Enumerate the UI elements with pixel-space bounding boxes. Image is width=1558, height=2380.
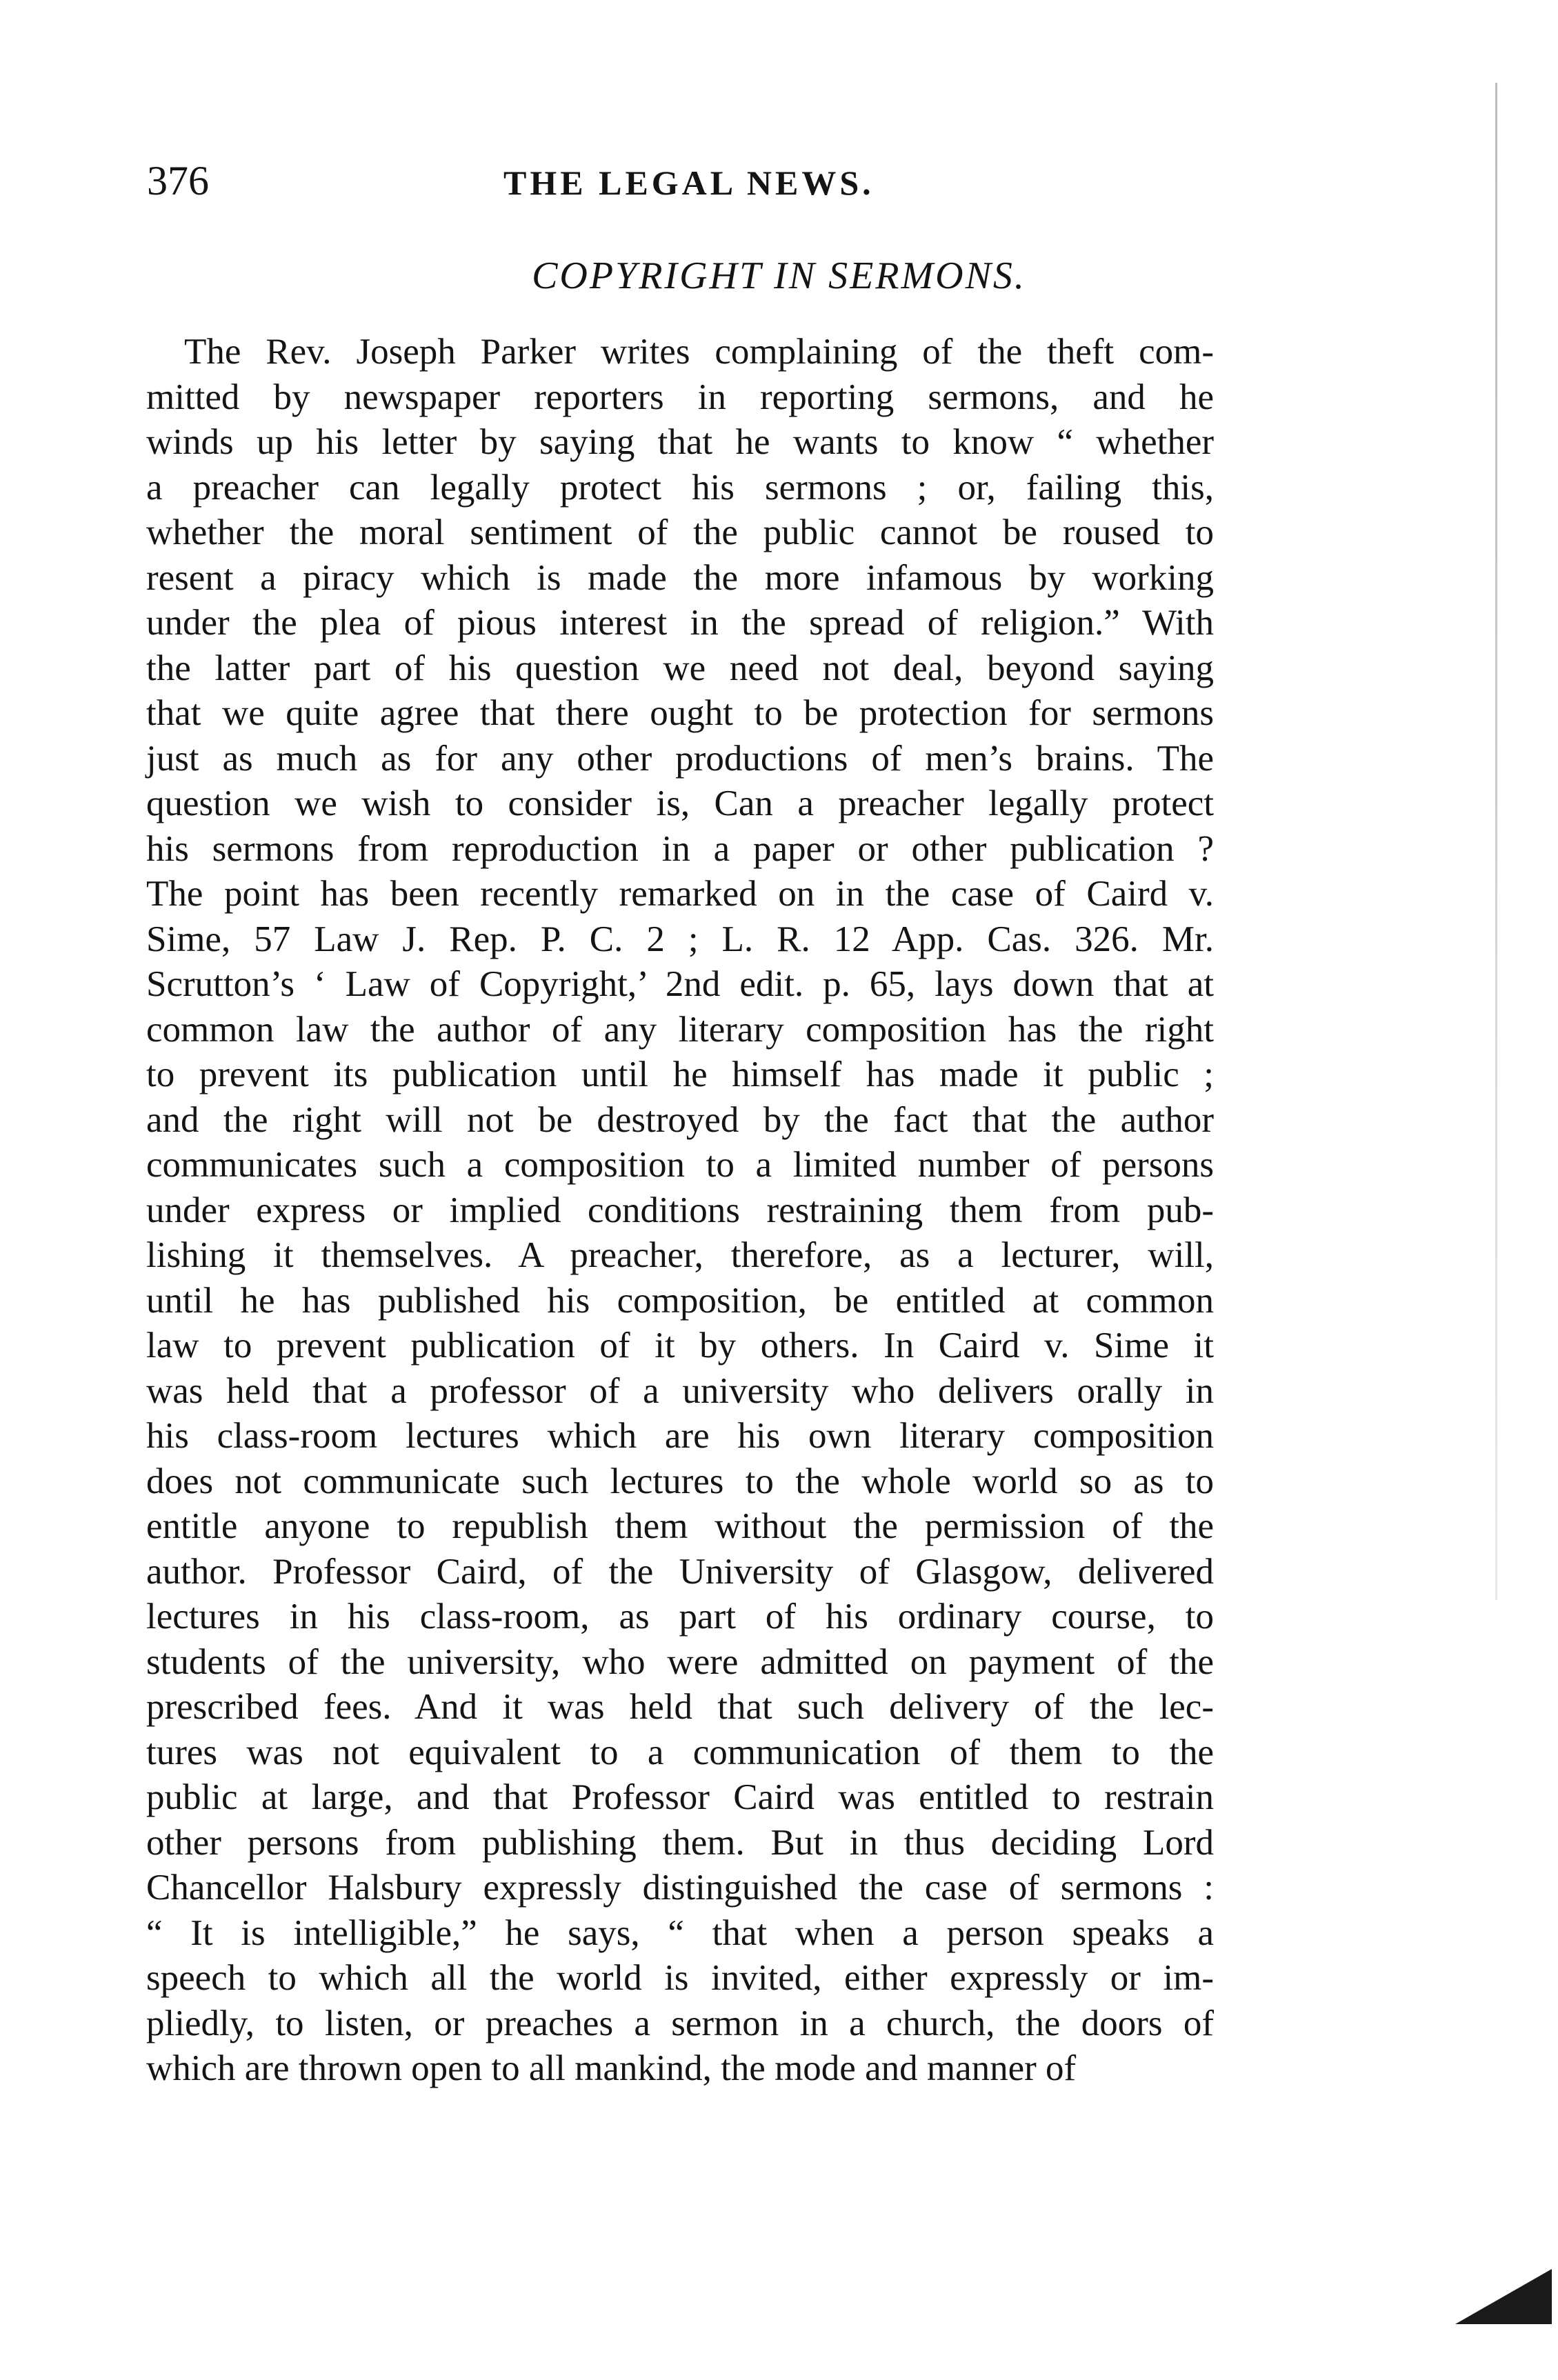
text-line: mitted by newspaper reporters in reporting sermons, and he xyxy=(146,377,1214,417)
text-line: tures was not equivalent to a communication of them to the xyxy=(146,1732,1214,1772)
text-line: common law the author of any literary composition has the right xyxy=(146,1009,1214,1050)
text-line: until he has published his composition, be entitled at common xyxy=(146,1280,1214,1321)
text-line: The Rev. Joseph Parker writes complaining of the theft com- xyxy=(184,332,1214,372)
text-line: The point has been recently remarked on in the case of Caird v. xyxy=(146,874,1214,914)
text-line: under express or implied conditions restraining them from pub- xyxy=(146,1190,1214,1230)
running-head: THE LEGAL NEWS. xyxy=(503,163,875,202)
text-line: students of the university, who were admitted on payment of the xyxy=(146,1641,1214,1682)
text-line: winds up his letter by saying that he wants to know “ whether xyxy=(146,422,1214,462)
page-corner-shadow xyxy=(1455,2269,1552,2324)
text-line: Scrutton’s ‘ Law of Copyright,’ 2nd edit. p. 65, lays down that at xyxy=(146,964,1214,1004)
text-line: to prevent its publication until he himself has made it public ; xyxy=(146,1054,1214,1094)
text-line: other persons from publishing them. But in thus deciding Lord xyxy=(146,1822,1214,1863)
article-body xyxy=(146,330,1214,2092)
text-line: question we wish to consider is, Can a preacher legally protect xyxy=(146,783,1214,823)
text-line: resent a piracy which is made the more infamous by working xyxy=(146,557,1214,598)
text-line: a preacher can legally protect his sermons ; or, failing this, xyxy=(146,467,1214,508)
text-line: law to prevent publication of it by others. In Caird v. Sime it xyxy=(146,1326,1214,1366)
text-line: communicates such a composition to a limited number of persons xyxy=(146,1145,1214,1185)
text-line: was held that a professor of a university who delivers orally in xyxy=(146,1370,1214,1411)
text-line: that we quite agree that there ought to be protection for sermons xyxy=(146,693,1214,733)
text-line: pliedly, to listen, or preaches a sermon in a church, the doors of xyxy=(146,2003,1214,2043)
text-line: under the plea of pious interest in the spread of religion.” With xyxy=(146,603,1214,643)
text-line: and the right will not be destroyed by the fact that the author xyxy=(146,1099,1214,1140)
text-line: public at large, and that Professor Caird was entitled to restrain xyxy=(146,1777,1214,1817)
text-line: the latter part of his question we need not deal, beyond saying xyxy=(146,648,1214,688)
text-line: his sermons from reproduction in a paper or other publication ? xyxy=(146,828,1214,869)
text-line: his class-room lectures which are his own literary composition xyxy=(146,1416,1214,1456)
article-title: COPYRIGHT IN SERMONS. xyxy=(532,254,1026,297)
text-line: Chancellor Halsbury expressly distinguished the case of sermons : xyxy=(146,1868,1214,1908)
text-line: prescribed fees. And it was held that such delivery of the lec- xyxy=(146,1687,1214,1727)
text-line: “ It is intelligible,” he says, “ that when a person speaks a xyxy=(146,1912,1214,1953)
text-line: does not communicate such lectures to the whole world so as to xyxy=(146,1461,1214,1501)
text-line: Sime, 57 Law J. Rep. P. C. 2 ; L. R. 12 App. Cas. 326. Mr. xyxy=(146,919,1214,959)
text-line: which are thrown open to all mankind, the mode and manner of xyxy=(146,2048,1077,2088)
text-line: speech to which all the world is invited, either expressly or im- xyxy=(146,1958,1214,1998)
page-edge-shadow xyxy=(1495,83,1497,1600)
text-line: author. Professor Caird, of the University of Glasgow, delivered xyxy=(146,1551,1214,1592)
text-line: lectures in his class-room, as part of his ordinary course, to xyxy=(146,1597,1214,1637)
text-line: whether the moral sentiment of the public cannot be roused to xyxy=(146,512,1214,552)
page-number: 376 xyxy=(147,158,209,203)
text-line: lishing it themselves. A preacher, therefore, as a lecturer, will, xyxy=(146,1235,1214,1275)
text-line: entitle anyone to republish them without the permission of the xyxy=(146,1506,1214,1546)
text-line: just as much as for any other productions of men’s brains. The xyxy=(146,738,1214,779)
